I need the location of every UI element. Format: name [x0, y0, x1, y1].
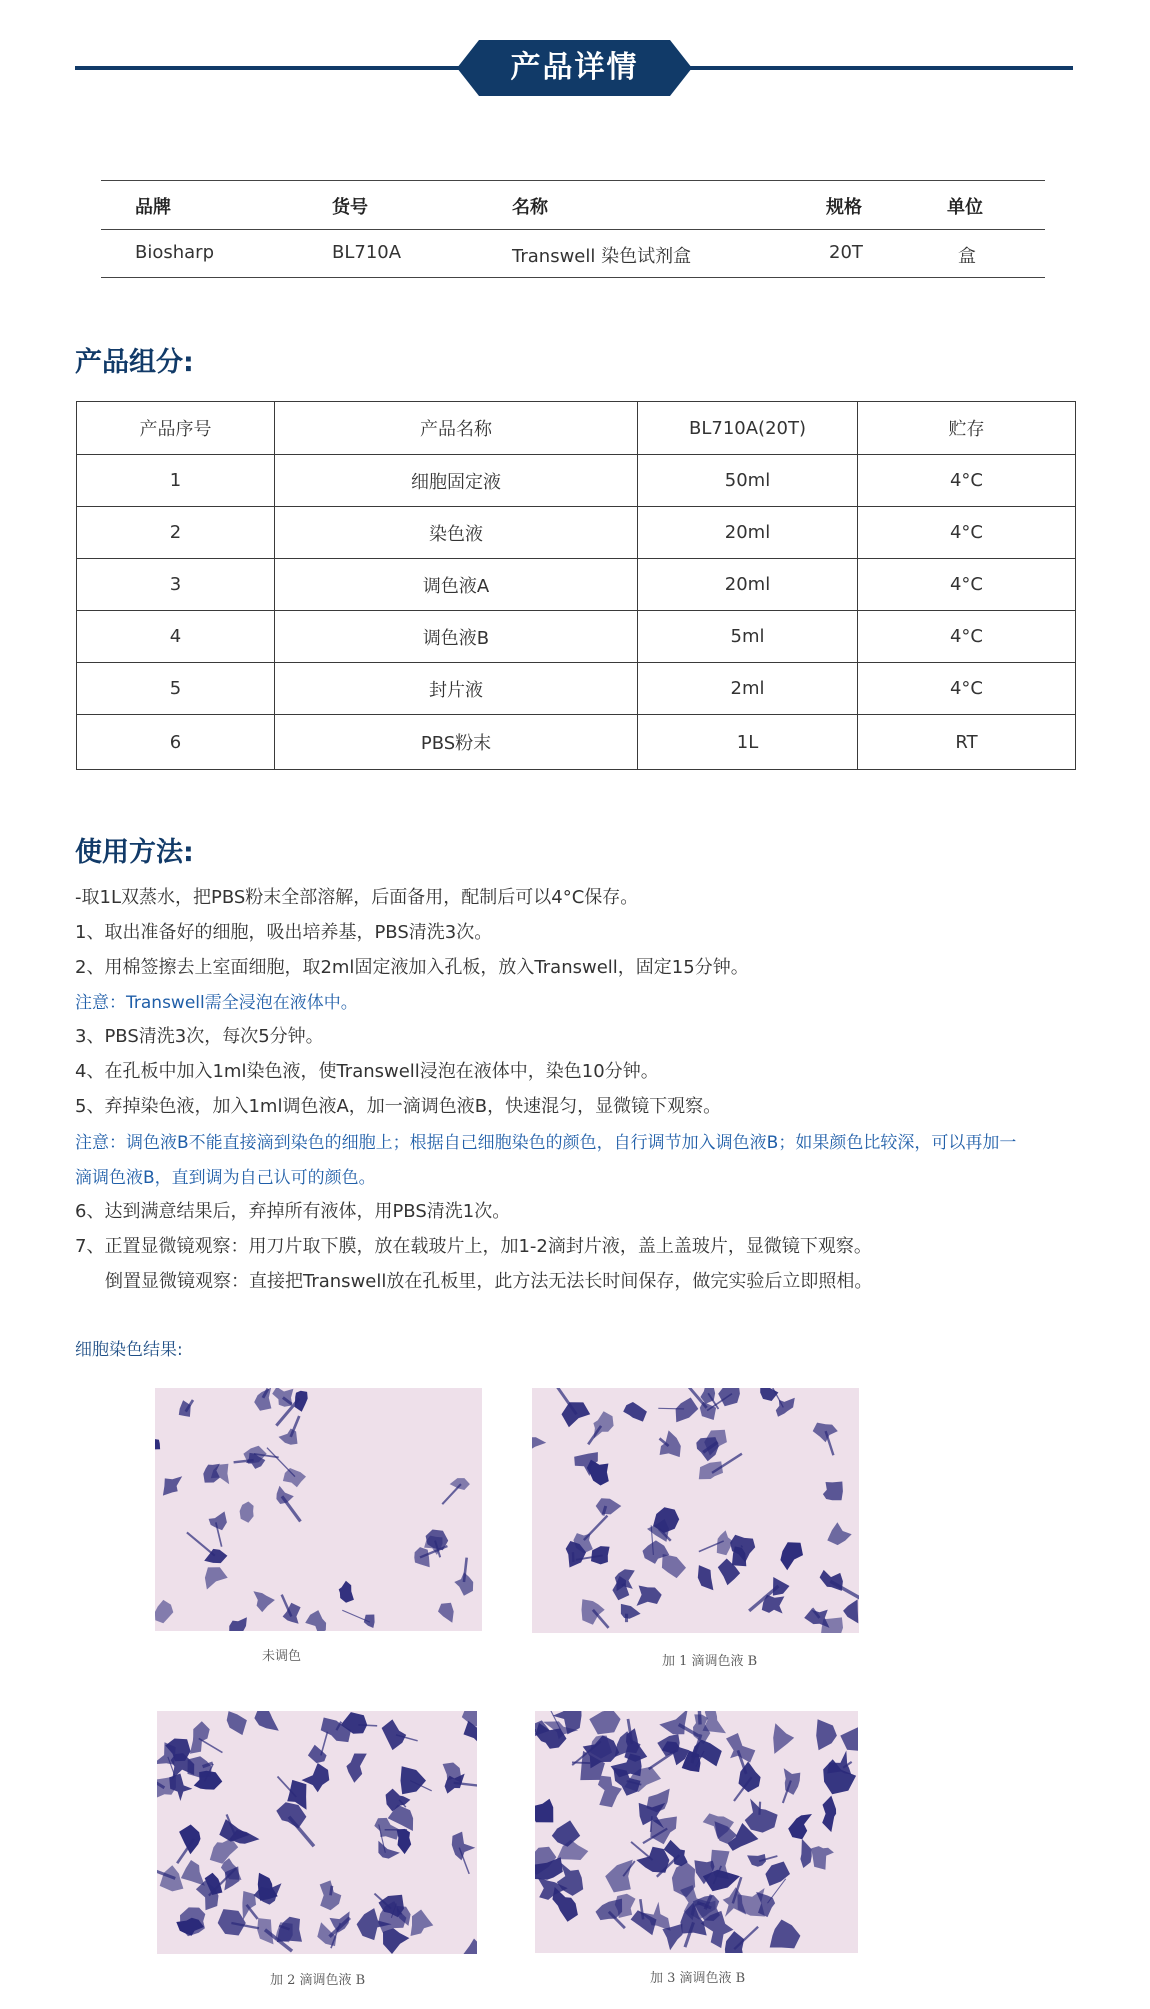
cell-storage: 4°C	[858, 507, 1076, 559]
info-header-name: 名称	[512, 197, 548, 218]
info-mid-rule	[101, 229, 1045, 230]
results-title: 细胞染色结果:	[75, 1340, 183, 1360]
info-bottom-rule	[101, 277, 1045, 278]
stain-image-3-drops	[535, 1711, 858, 1953]
usage-step: 4、在孔板中加入1ml染色液，使Transwell浸泡在液体中，染色10分钟。	[75, 1061, 659, 1082]
cell-index: 5	[77, 663, 275, 715]
info-header-brand: 品牌	[135, 197, 171, 218]
cell-storage: 4°C	[858, 663, 1076, 715]
caption-untoned: 未调色	[262, 1649, 302, 1664]
cell-amount: 2ml	[638, 663, 858, 715]
usage-note: 注意：调色液B不能直接滴到染色的细胞上；根据自己细胞染色的颜色，自行调节加入调色液B；如果颜色比较深，可以再加一	[75, 1133, 1017, 1153]
stain-image-2-drops	[157, 1711, 477, 1954]
cell-name: 染色液	[275, 507, 638, 559]
info-value-brand: Biosharp	[135, 242, 215, 263]
cell-storage: 4°C	[858, 559, 1076, 611]
table-row	[77, 507, 1076, 559]
usage-step: 7、正置显微镜观察：用刀片取下膜，放在载玻片上，加1-2滴封片液，盖上盖玻片，显微镜下观察。	[75, 1236, 872, 1257]
cell-name: 封片液	[275, 663, 638, 715]
components-table	[76, 401, 1076, 770]
info-value-unit: 盒	[958, 246, 976, 267]
cell-amount: 50ml	[638, 455, 858, 507]
table-row	[77, 455, 1076, 507]
cell-amount: 1L	[638, 715, 858, 770]
cell-name: 调色液A	[275, 559, 638, 611]
cell-storage: 4°C	[858, 611, 1076, 663]
col-header-amount: BL710A(20T)	[638, 402, 858, 455]
page-title: 产品详情	[510, 50, 639, 85]
table-header-row	[77, 402, 1076, 455]
cell-name: PBS粉末	[275, 715, 638, 770]
usage-step: 6、达到满意结果后，弃掉所有液体，用PBS清洗1次。	[75, 1201, 511, 1222]
usage-step: 倒置显微镜观察：直接把Transwell放在孔板里，此方法无法长时间保存，做完实验后立即照相。	[105, 1271, 873, 1292]
col-header-name: 产品名称	[275, 402, 638, 455]
usage-line: -取1L双蒸水，把PBS粉末全部溶解，后面备用，配制后可以4°C保存。	[75, 887, 639, 908]
cell-amount: 20ml	[638, 559, 858, 611]
cell-amount: 5ml	[638, 611, 858, 663]
cell-index: 1	[77, 455, 275, 507]
components-title: 产品组分:	[75, 347, 194, 378]
info-top-rule	[101, 180, 1045, 181]
col-header-index: 产品序号	[77, 402, 275, 455]
table-row	[77, 559, 1076, 611]
cell-amount: 20ml	[638, 507, 858, 559]
cell-index: 3	[77, 559, 275, 611]
info-header-unit: 单位	[947, 197, 983, 218]
stain-image-1-drop	[532, 1388, 859, 1633]
table-row	[77, 663, 1076, 715]
table-row	[77, 715, 1076, 770]
info-header-spec: 规格	[826, 197, 862, 218]
cell-storage: RT	[858, 715, 1076, 770]
usage-step: 3、PBS清洗3次，每次5分钟。	[75, 1026, 324, 1047]
info-value-spec: 20T	[829, 242, 863, 263]
caption-3-drops: 加 3 滴调色液 B	[650, 1971, 746, 1986]
cell-index: 2	[77, 507, 275, 559]
usage-note: 滴调色液B，直到调为自己认可的颜色。	[75, 1168, 376, 1188]
info-value-name: Transwell 染色试剂盒	[512, 246, 692, 267]
usage-note: 注意：Transwell需全浸泡在液体中。	[75, 993, 358, 1013]
info-value-catalog: BL710A	[332, 242, 402, 263]
usage-step: 2、用棉签擦去上室面细胞，取2ml固定液加入孔板，放入Transwell，固定15分钟。	[75, 957, 749, 978]
cell-storage: 4°C	[858, 455, 1076, 507]
col-header-storage: 贮存	[858, 402, 1076, 455]
stain-image-untoned	[155, 1388, 482, 1631]
cell-index: 6	[77, 715, 275, 770]
usage-step: 1、取出准备好的细胞，吸出培养基，PBS清洗3次。	[75, 922, 493, 943]
cell-index: 4	[77, 611, 275, 663]
info-header-catalog: 货号	[332, 197, 368, 218]
cell-name: 细胞固定液	[275, 455, 638, 507]
caption-1-drop: 加 1 滴调色液 B	[662, 1654, 758, 1669]
usage-step: 5、弃掉染色液，加入1ml调色液A，加一滴调色液B，快速混匀，显微镜下观察。	[75, 1096, 722, 1117]
cell-name: 调色液B	[275, 611, 638, 663]
caption-2-drops: 加 2 滴调色液 B	[270, 1973, 366, 1988]
usage-title: 使用方法:	[75, 837, 194, 868]
table-row	[77, 611, 1076, 663]
